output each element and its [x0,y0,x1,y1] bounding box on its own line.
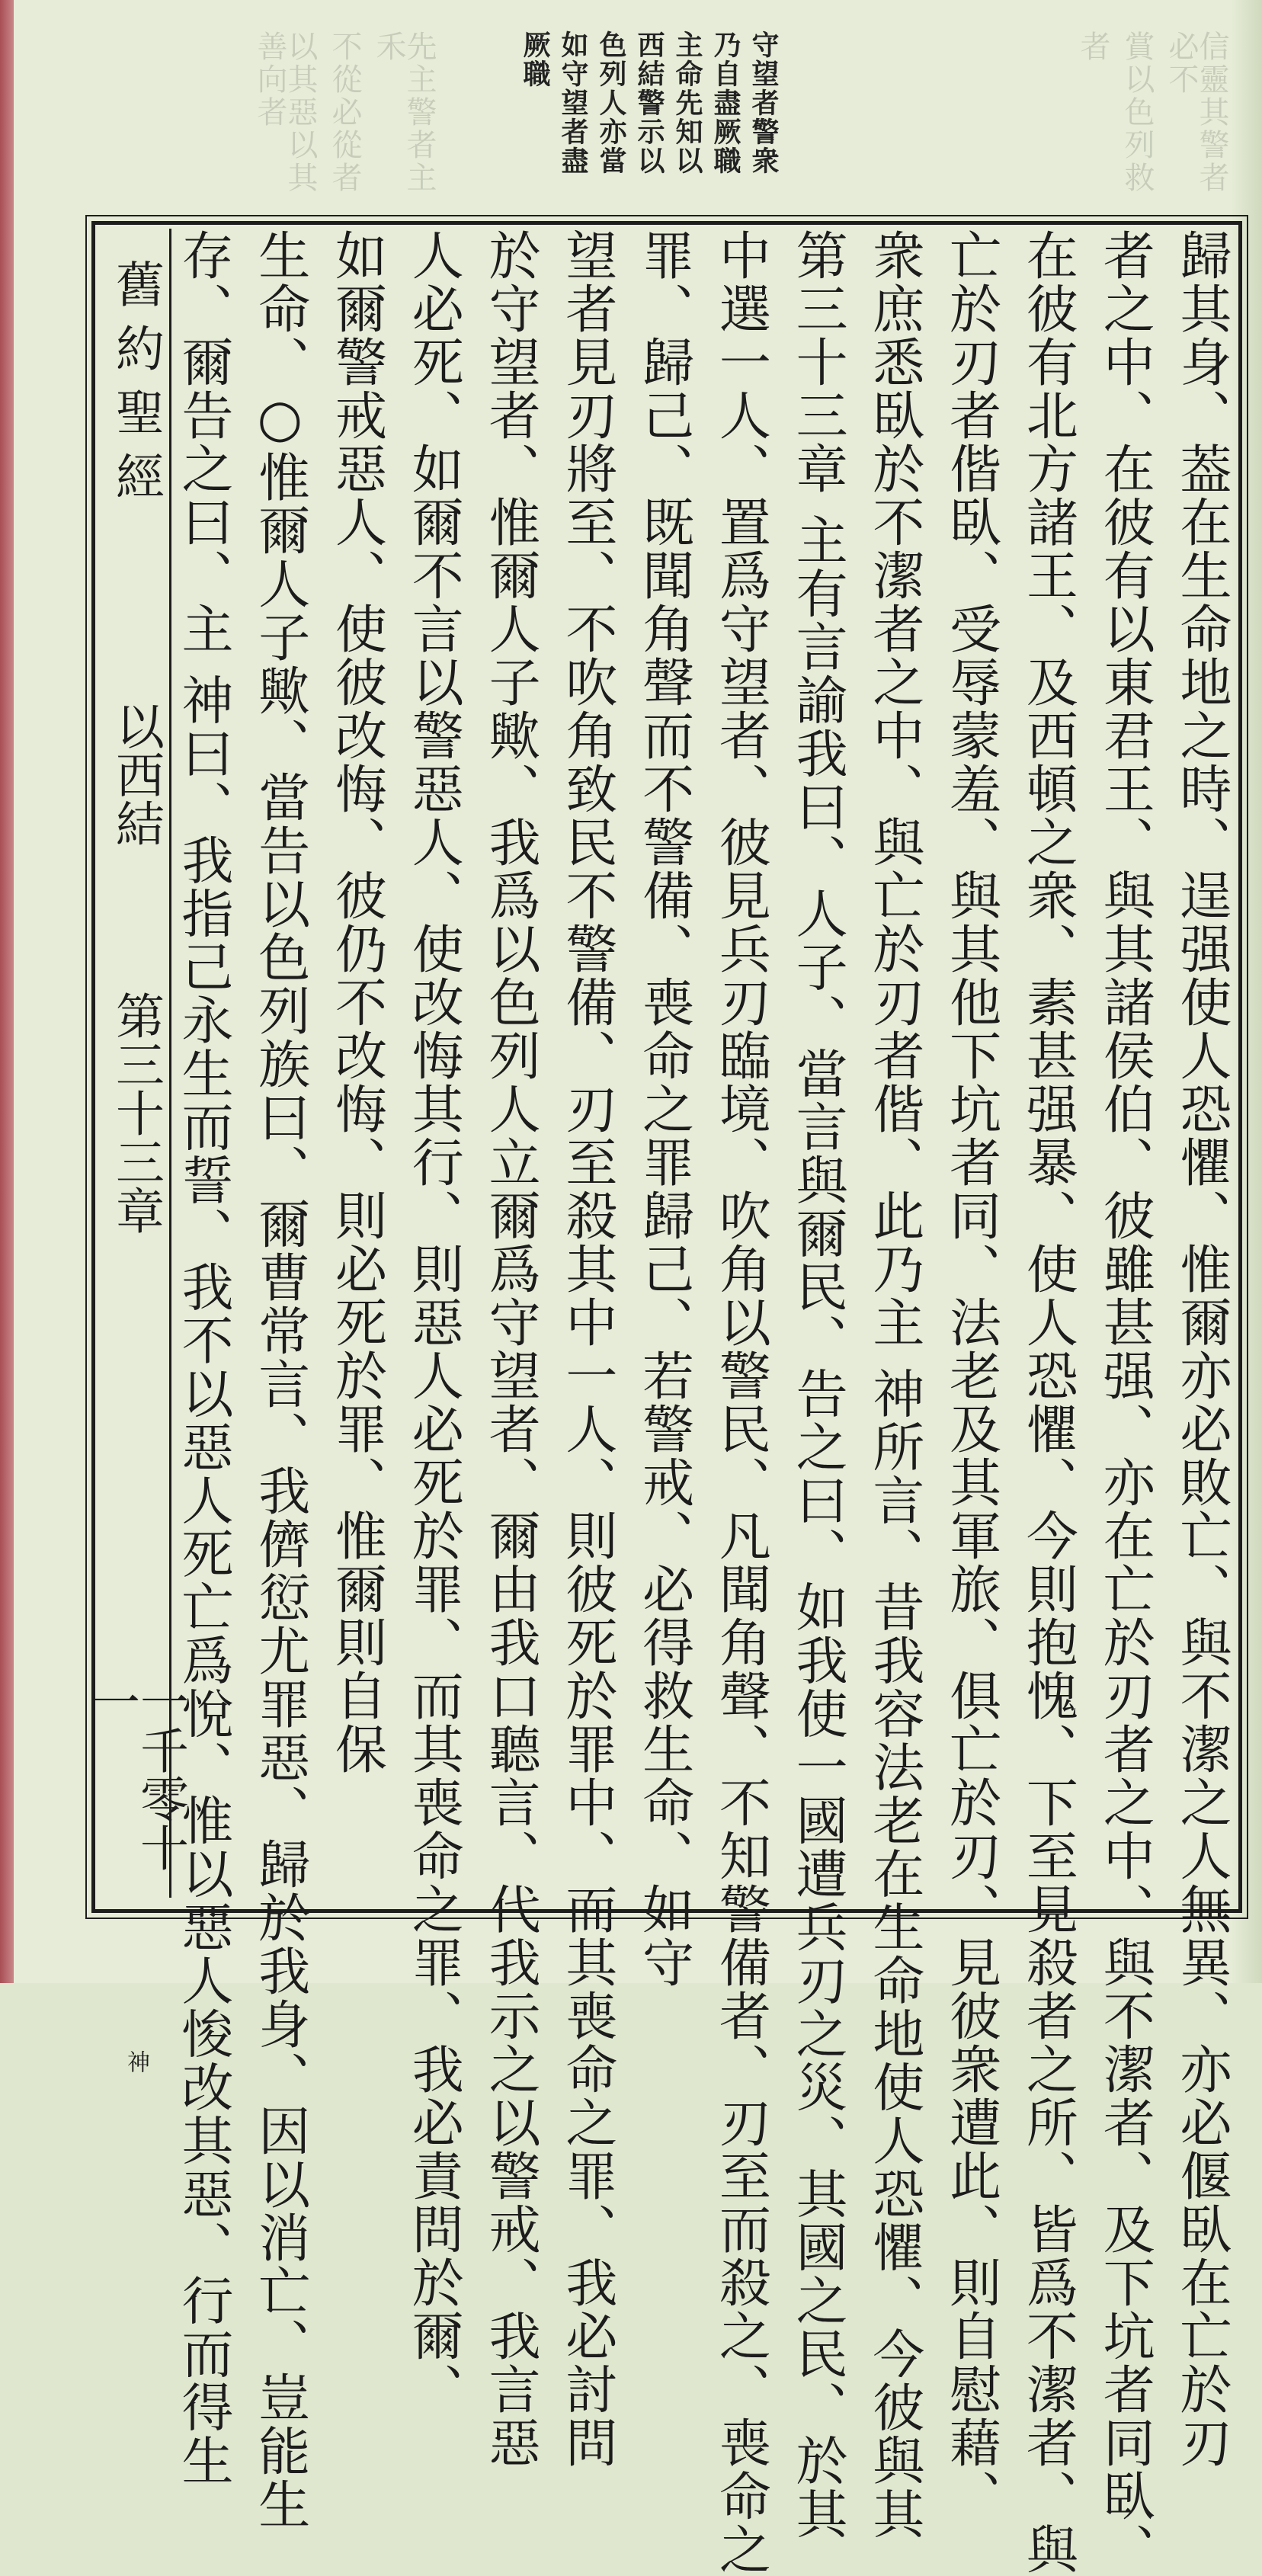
marginal-note-column: 色列人亦當 [595,30,627,175]
text-column: 歸其身、葢在生命地之時、逞强使人恐懼、惟爾亦必敗亡、與不潔之人無異、亦必偃臥在亡於刃 [1171,229,1232,2469]
ghost-column: 以其惡以其善向者 [252,30,318,194]
binding-spine [0,0,14,1983]
text-column: 在彼有北方諸王、及西頓之衆、素甚强暴、使人恐懼、今則抱愧、下至見殺者之所、皆爲不潔者、與 [1017,229,1078,2576]
text-column: 人必死、如爾不言以警惡人、使改悔其行、則惡人必死於罪、而其喪命之罪、我必責問於爾、 [403,229,464,2416]
marginal-note-column: 守望者警衆 [748,30,780,175]
marginal-note [518,30,780,221]
marginal-note-column: 厥職 [519,30,551,88]
text-column: 存、爾告之曰、主 神曰、我指己永生而誓、我不以惡人死亡爲悅、惟以惡人悛改其惡、行而得生 [173,229,233,2488]
ghost-column: 先主警者主禾 [371,30,437,194]
text-column: 望者見刃將至、不吹角致民不警備、刃至殺其中一人、則彼死於罪中、而其喪命之罪、我必討問 [556,229,617,2469]
ghost-column: 者 [1075,30,1110,63]
text-column: 衆庶悉臥於不潔者之中、與亡於刃者偕、此乃主 神所言、昔我容法老在生命地使人恐懼、今彼與其 [863,229,924,2541]
text-column: 於守望者、惟爾人子歟、我爲以色列人立爾爲守望者、爾由我口聽言、代我示之以警戒、我言惡 [480,229,541,2469]
marginal-note-column: 西結警示以 [633,30,665,175]
show-through-text-left [69,30,437,206]
marginal-note-column: 如守望者盡 [557,30,589,175]
ghost-column: 賞以色列救 [1119,30,1155,194]
book-name: 以西結 [107,701,164,847]
text-column: 亡於刃者偕臥、受辱蒙羞、與其他下坑者同、法老及其軍旅、俱亡於刃、見彼衆遭此、則自慰藉、 [940,229,1001,2523]
marginal-note-column: 乃自盡厥職 [709,30,742,175]
page-number: 一千零十一 [83,1677,188,1872]
body-text [173,229,1232,2576]
marginal-note-column: 主命先知以 [671,30,703,175]
chapter-label: 第三十三章 [107,991,164,1235]
running-header-band [83,229,188,2073]
footer-mark: 神 [123,2050,149,2073]
show-through-text-right [846,30,1227,206]
text-column: 罪、歸己、既聞角聲而不警備、喪命之罪歸己、若警戒、必得救生命、如守 [633,229,694,1989]
text-column: 中選一人、置爲守望者、彼見兵刃臨境、吹角以警民、凡聞角聲、不知警備者、刃至而殺之、喪命之 [710,229,771,2576]
text-column: 如爾警戒惡人、使彼改悔、彼仍不改悔、則必死於罪、惟爾則自保 [326,229,387,1776]
ghost-column: 不從必從者 [327,30,362,194]
chapter-heading-column: 第三十三章 主有言諭我曰、人子、當言與爾民、告之曰、如我使一國遭兵刃之災、其國之民、於其 [787,229,848,2541]
book-title: 舊約聖經 [107,259,164,515]
ghost-column: 信靈其警者必不 [1164,30,1229,194]
text-column: 生命、○惟爾人子歟、當告以色列族曰、爾曹常言、我儕愆尤罪惡、歸於我身、因以消亡、豈能生 [249,229,310,2531]
text-column: 者之中、在彼有以東君王、與其諸侯伯、彼雖甚强、亦在亡於刃者之中、與不潔者、及下坑者同臥、 [1094,229,1155,2576]
